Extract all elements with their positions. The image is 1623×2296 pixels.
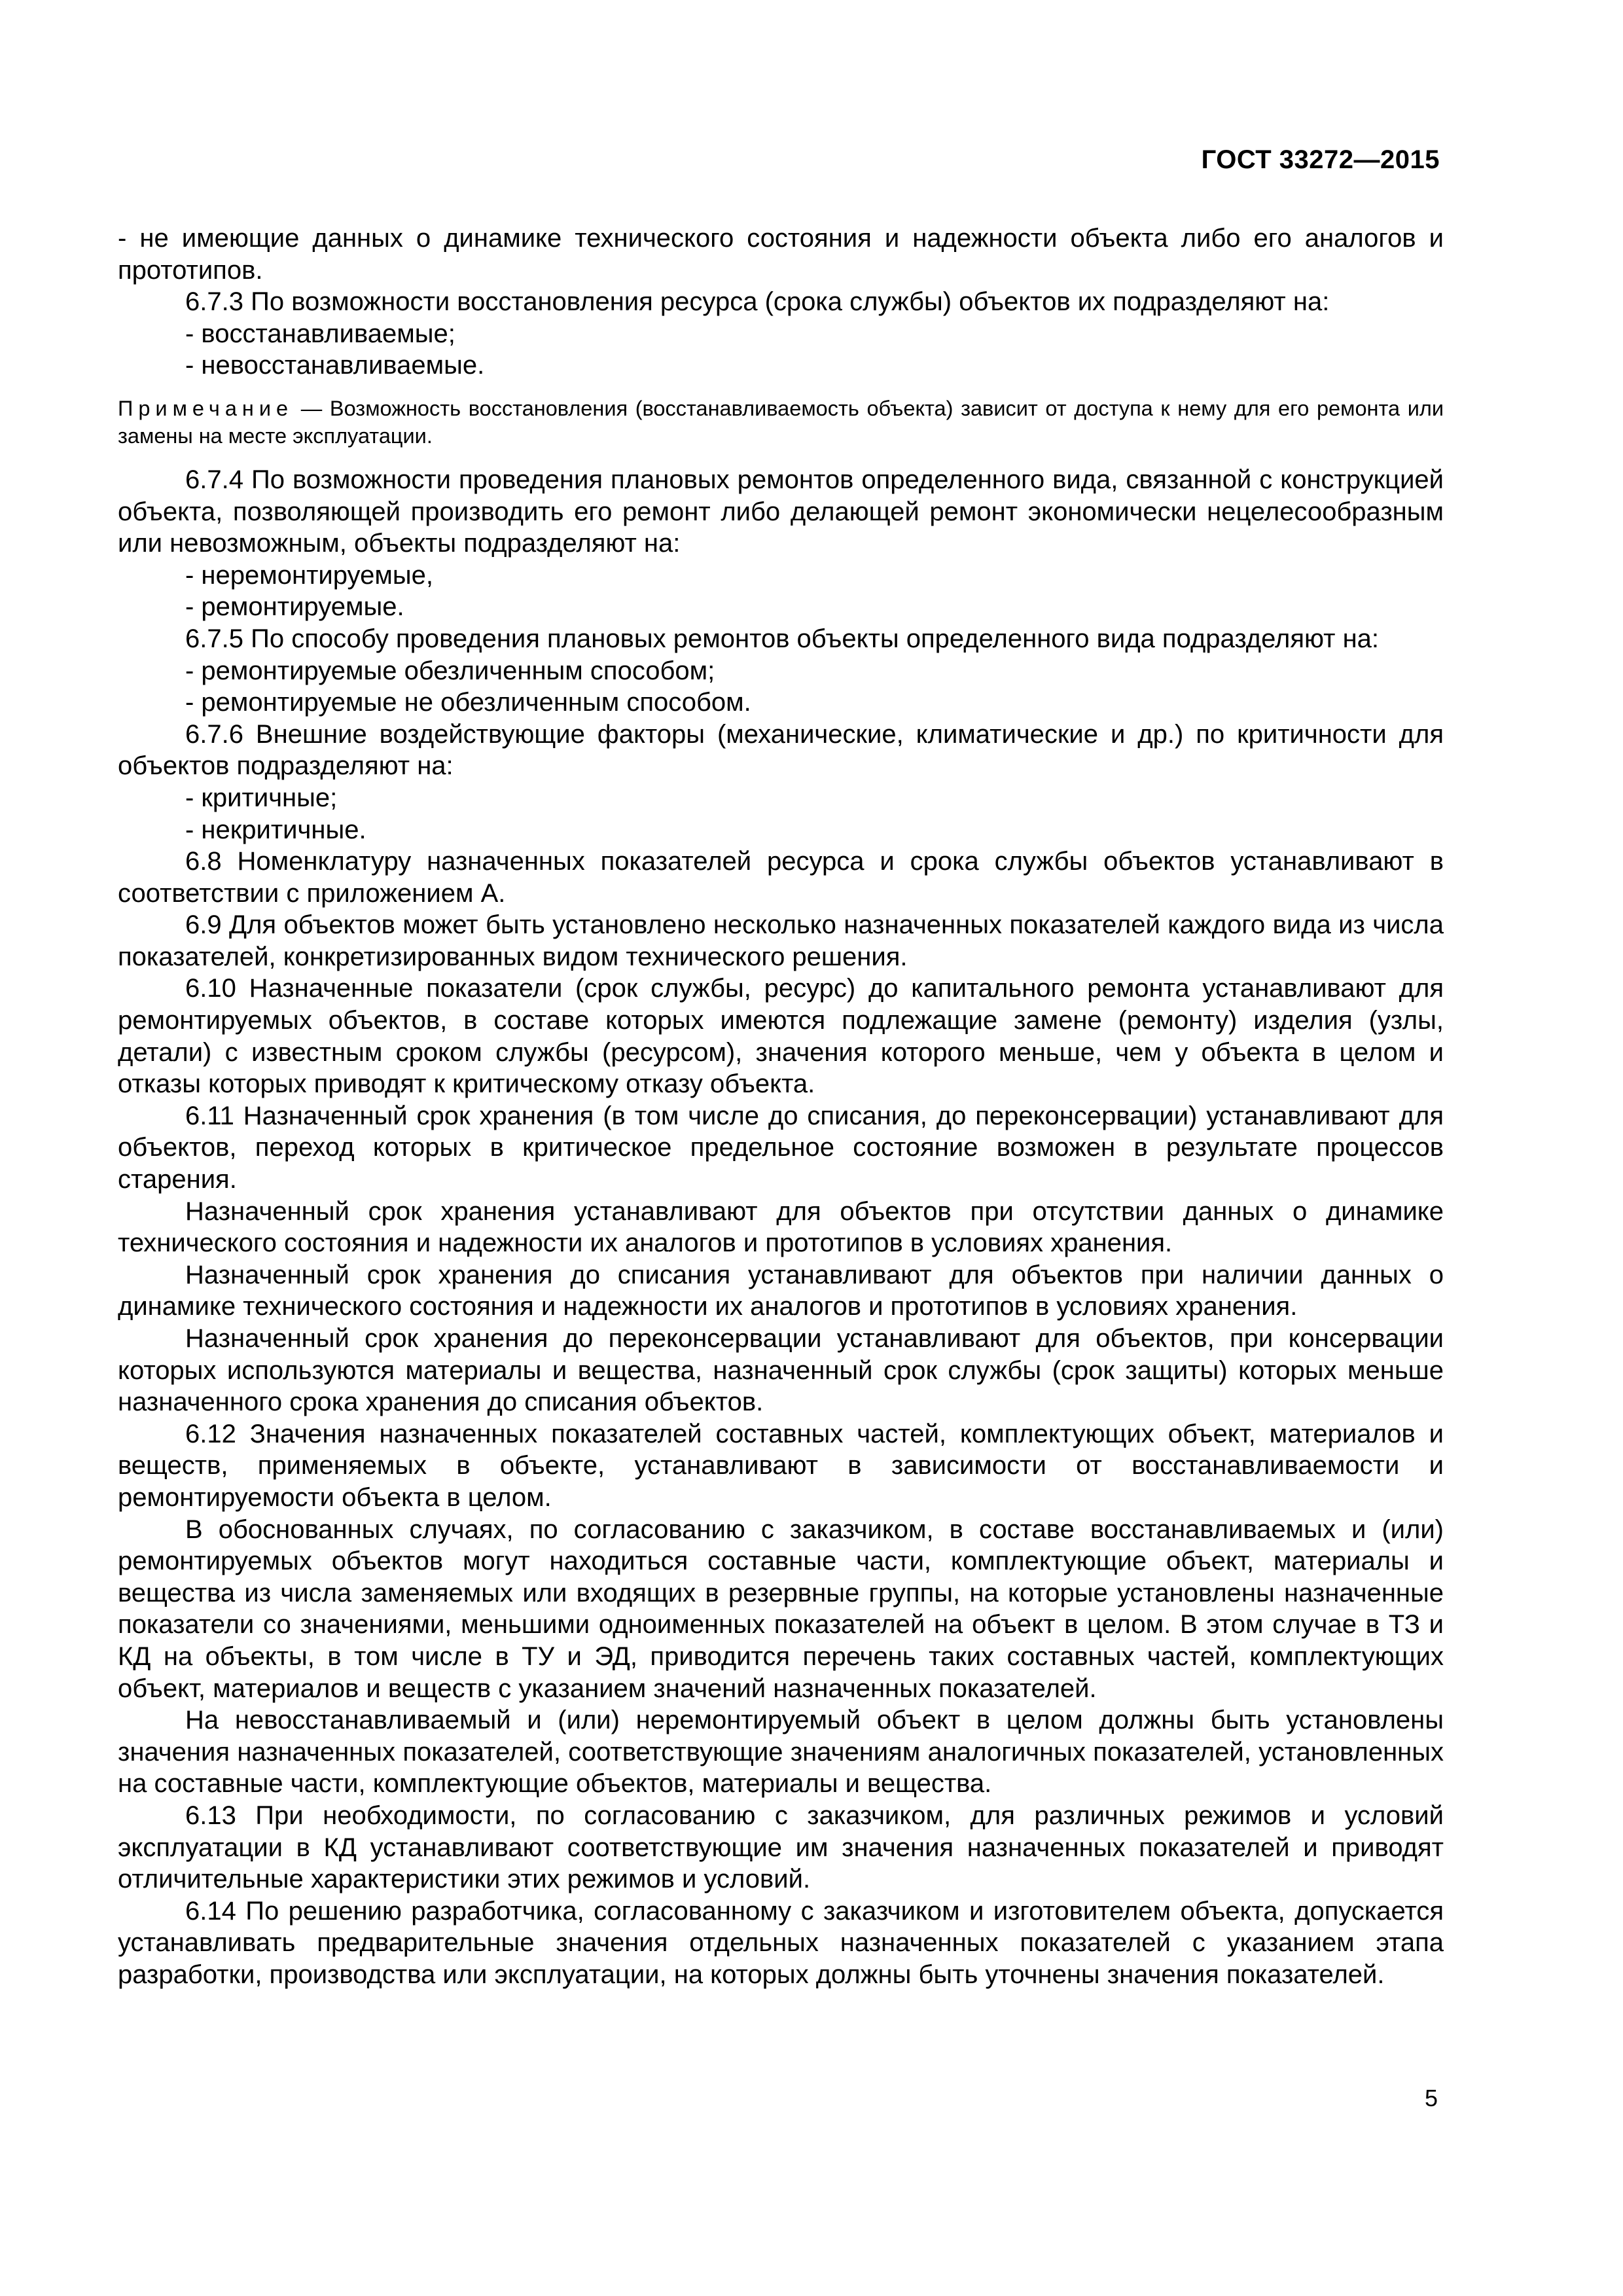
- paragraph: Назначенный срок хранения до переконсервации устанавливают для объектов, при консервации которых используются материалы и вещества, назначенный срок службы (срок защиты) которых меньше назначенного срока хранения до списания объектов.: [118, 1324, 1444, 1417]
- paragraph-list-item: - критичные;: [185, 783, 338, 812]
- paragraph-clause-6-14: 6.14 По решению разработчика, согласованному с заказчиком и изготовителем объекта, допускается устанавливать предварительные значения отдельных назначенных показателей с указанием этапа разработки, производства или эксплуатации, на которых должны быть уточнены значения показателей.: [118, 1896, 1444, 1989]
- paragraph-list-item: - некритичные.: [185, 815, 366, 844]
- paragraph-clause-6-8: 6.8 Номенклатуру назначенных показателей ресурса и срока службы объектов устанавливают в соответствии с приложением А.: [118, 847, 1444, 908]
- paragraph-list-item: - не имеющие данных о динамике технического состояния и надежности объекта либо его аналогов и прототипов.: [118, 224, 1444, 285]
- note-text: — Возможность восстановления (восстанавливаемость объекта) зависит от доступа к нему для его ремонта или замены на месте эксплуатации.: [118, 396, 1444, 448]
- paragraph-clause-6-7-3: 6.7.3 По возможности восстановления ресурса (срока службы) объектов их подразделяют на:: [185, 287, 1330, 317]
- paragraph-clause-6-9: 6.9 Для объектов может быть установлено несколько назначенных показателей каждого вида из числа показателей, конкретизированных видом технического решения.: [118, 910, 1444, 971]
- document-header: ГОСТ 33272—2015: [1201, 145, 1440, 174]
- paragraph: В обоснованных случаях, по согласованию с заказчиком, в составе восстанавливаемых и (или) ремонтируемых объектов могут находиться составные части, комплектующие объект, материалы и вещества из числа заменяемых или входящих в резервные группы, на которые установлены назначенные показатели со значениями, меньшими одноименных показателей на объект в целом. В этом случае в ТЗ и КД на объекты, в том числе в ТУ и ЭД, приводится перечень таких составных частей, комплектующих объект, материалов и веществ с указанием значений назначенных показателей.: [118, 1515, 1444, 1703]
- paragraph-list-item: - неремонтируемые,: [185, 560, 433, 590]
- note-label: Примечание: [118, 396, 294, 420]
- paragraph-clause-6-13: 6.13 При необходимости, по согласованию с заказчиком, для различных режимов и условий эксплуатации в КД устанавливают соответствующие им значения назначенных показателей и приводят отличительные характеристики этих режимов и условий.: [118, 1801, 1444, 1894]
- page-number: 5: [1424, 2085, 1438, 2111]
- paragraph-clause-6-7-6: 6.7.6 Внешние воздействующие факторы (механические, климатические и др.) по критичности для объектов подразделяют на:: [118, 719, 1444, 781]
- paragraph-list-item: - ремонтируемые обезличенным способом;: [185, 656, 715, 685]
- paragraph-clause-6-10: 6.10 Назначенные показатели (срок службы, ресурс) до капитального ремонта устанавливают для ремонтируемых объектов, в составе которых имеются подлежащие замене (ремонту) изделия (узлы, детали) с известным сроком службы (ресурсом), значения которого меньше, чем у объекта в целом и отказы которых приводят к критическому отказу объекта.: [118, 974, 1444, 1099]
- paragraph-list-item: - восстанавливаемые;: [185, 319, 455, 348]
- paragraph-list-item: - ремонтируемые.: [185, 592, 404, 622]
- note-paragraph: [118, 395, 1444, 450]
- paragraph: На невосстанавливаемый и (или) неремонтируемый объект в целом должны быть установлены значения назначенных показателей, соответствующие значениям аналогичных показателей, установленных на составные части, комплектующие объектов, материалы и вещества.: [118, 1706, 1444, 1799]
- paragraph: Назначенный срок хранения устанавливают для объектов при отсутствии данных о динамике технического состояния и надежности их аналогов и прототипов в условиях хранения.: [118, 1196, 1444, 1258]
- document-body: [118, 223, 1444, 1990]
- paragraph: Назначенный срок хранения до списания устанавливают для объектов при наличии данных о динамике технического состояния и надежности их аналогов и прототипов в условиях хранения.: [118, 1260, 1444, 1321]
- paragraph-clause-6-11: 6.11 Назначенный срок хранения (в том числе до списания, до переконсервации) устанавливают для объектов, переход которых в критическое предельное состояние возможен в результате процессов старения.: [118, 1101, 1444, 1194]
- paragraph-list-item: - ремонтируемые не обезличенным способом.: [185, 688, 751, 717]
- paragraph-clause-6-7-5: 6.7.5 По способу проведения плановых ремонтов объекты определенного вида подразделяют на:: [185, 624, 1380, 653]
- paragraph-list-item: - невосстанавливаемые.: [185, 351, 485, 380]
- paragraph-clause-6-7-4: 6.7.4 По возможности проведения плановых ремонтов определенного вида, связанной с конструкцией объекта, позволяющей производить его ремонт либо делающей ремонт экономически нецелесообразным или невозможным, объекты подразделяют на:: [118, 465, 1444, 558]
- paragraph-clause-6-12: 6.12 Значения назначенных показателей составных частей, комплектующих объект, материалов и веществ, применяемых в объекте, устанавливают в зависимости от восстанавливаемости и ремонтируемости объекта в целом.: [118, 1419, 1444, 1512]
